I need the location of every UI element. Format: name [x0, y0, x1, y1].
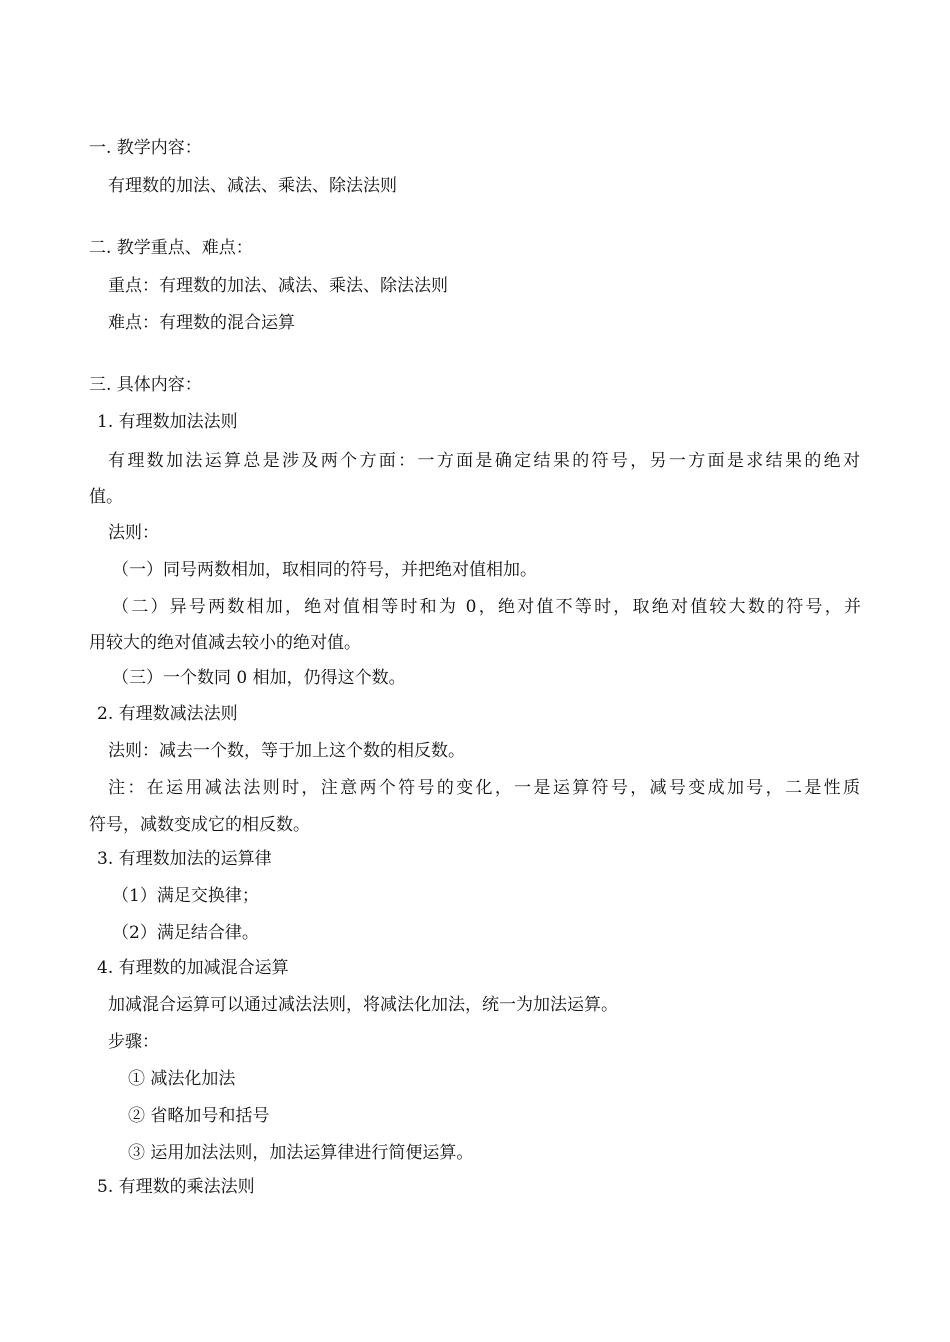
- item-5-title: 5. 有理数的乘法法则: [97, 1177, 255, 1197]
- item-1-intro-line-1: 有理数加法运算总是涉及两个方面：一方面是确定结果的符号，另一方面是求结果的绝对: [108, 451, 860, 471]
- item-3-law-2: （2）满足结合律。: [112, 923, 259, 943]
- item-1-rule-2-line-2: 用较大的绝对值减去较小的绝对值。: [89, 633, 361, 653]
- section-heading-details: 三. 具体内容：: [89, 375, 202, 395]
- section-heading-key-points: 二. 教学重点、难点：: [89, 238, 253, 258]
- item-2-rule: 法则：减去一个数，等于加上这个数的相反数。: [108, 741, 465, 761]
- teaching-content-text: 有理数的加法、减法、乘法、除法法则: [108, 176, 397, 196]
- item-4-body: 加减混合运算可以通过减法法则，将减法化加法，统一为加法运算。: [108, 995, 618, 1015]
- difficulty-text: 难点：有理数的混合运算: [108, 313, 295, 333]
- item-1-rule-2-line-1: （二）异号两数相加，绝对值相等时和为 0，绝对值不等时，取绝对值较大数的符号，并: [112, 597, 861, 617]
- item-3-law-1: （1）满足交换律；: [112, 886, 259, 906]
- item-2-title: 2. 有理数减法法则: [97, 704, 238, 724]
- item-1-title: 1. 有理数加法法则: [97, 412, 238, 432]
- item-2-note-line-1: 注：在运用减法法则时，注意两个符号的变化，一是运算符号，减号变成加号，二是性质: [108, 778, 860, 798]
- item-1-rule-1: （一）同号两数相加，取相同的符号，并把绝对值相加。: [112, 560, 537, 580]
- item-3-title: 3. 有理数加法的运算律: [97, 849, 272, 869]
- item-4-steps-label: 步骤：: [108, 1032, 159, 1052]
- item-2-note-line-2: 符号，减数变成它的相反数。: [89, 815, 310, 835]
- item-4-step-2: ② 省略加号和括号: [128, 1106, 270, 1126]
- item-4-step-1: ① 减法化加法: [128, 1069, 236, 1089]
- key-point-text: 重点：有理数的加法、减法、乘法、除法法则: [108, 276, 448, 296]
- item-1-rule-3: （三）一个数同 0 相加，仍得这个数。: [112, 668, 406, 688]
- item-1-rule-label: 法则：: [108, 523, 159, 543]
- item-4-title: 4. 有理数的加减混合运算: [97, 958, 289, 978]
- section-heading-teaching-content: 一. 教学内容：: [89, 138, 202, 158]
- item-1-intro-line-2: 值。: [89, 487, 123, 507]
- item-4-step-3: ③ 运用加法法则，加法运算律进行简便运算。: [128, 1143, 474, 1163]
